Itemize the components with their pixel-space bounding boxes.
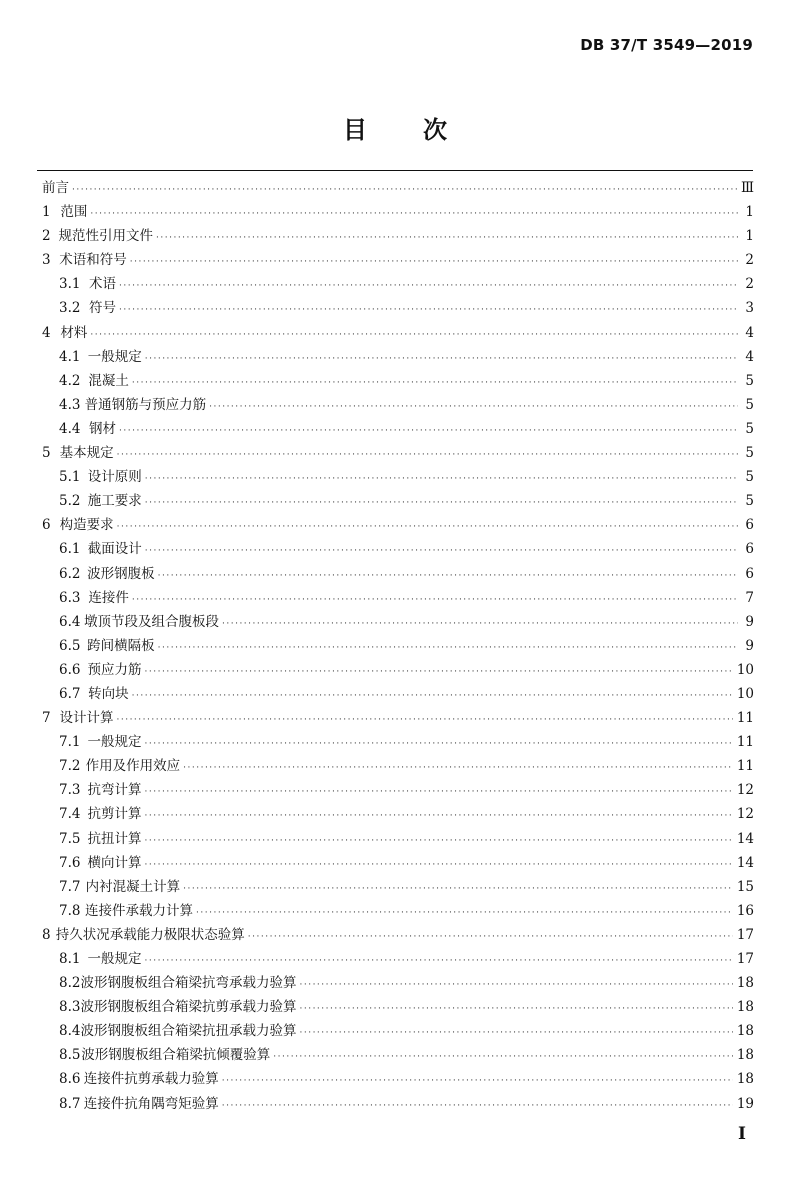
- toc-entry-page: 15: [736, 878, 754, 895]
- toc-entry-page: Ⅲ: [740, 180, 754, 196]
- toc-entry-page: 5: [745, 445, 754, 462]
- toc-entry-number: 8.7: [59, 1095, 81, 1112]
- dot-leader: [145, 467, 738, 491]
- dot-leader: [145, 660, 733, 684]
- toc-entry-number: 8.6: [59, 1071, 81, 1088]
- toc-entry-number: 7.7: [59, 878, 81, 895]
- toc-entry-number: 4: [42, 324, 51, 341]
- toc-entry-number: 7.2: [59, 758, 81, 775]
- toc-entry-number: 5: [42, 445, 51, 462]
- title-char-2: 次: [423, 116, 447, 144]
- toc-entry-title: 抗扭计算: [87, 830, 142, 847]
- dot-leader: [183, 756, 733, 780]
- toc-entry-number: 5.2: [59, 493, 81, 510]
- toc-entry[interactable]: [42, 489, 754, 513]
- toc-entry[interactable]: [42, 537, 754, 561]
- dot-leader: [145, 780, 733, 804]
- toc-entry[interactable]: [42, 802, 754, 826]
- toc-entry[interactable]: [42, 200, 754, 224]
- toc-entry-number: 8.1: [59, 951, 81, 967]
- dot-leader: [145, 491, 738, 515]
- toc-entry-number: 4.2: [59, 372, 81, 389]
- toc-entry-number: 6.4: [59, 613, 81, 630]
- toc-entry-title: 截面设计: [87, 541, 142, 558]
- dot-leader: [209, 395, 738, 419]
- toc-entry-page: 12: [736, 806, 754, 823]
- toc-entry-page: 18: [736, 1071, 754, 1088]
- toc-entry-number: 4.4: [59, 420, 81, 437]
- toc-entry-number: 7.1: [59, 734, 81, 751]
- toc-entry-page: 18: [736, 1047, 754, 1064]
- toc-entry-title: 一般规定: [87, 951, 142, 967]
- toc-entry-number: 3: [42, 252, 51, 269]
- dot-leader: [132, 371, 738, 395]
- toc-entry-number: 6.6: [59, 661, 81, 678]
- toc-entry-title: 作用及作用效应: [85, 758, 181, 775]
- toc-entry-title: 规范性引用文件: [58, 228, 154, 245]
- dot-leader: [196, 901, 733, 925]
- toc-entry-number: 6.2: [59, 565, 81, 582]
- toc-entry-title: 墩顶节段及组合腹板段: [84, 613, 219, 630]
- toc-entry-page: 6: [745, 517, 754, 534]
- toc-entry-number: 6.1: [59, 541, 81, 558]
- toc-entry-number: 1: [42, 204, 51, 221]
- toc-entry-title: 波形钢腹板: [87, 565, 155, 582]
- toc-entry-title: 连接件承载力计算: [85, 902, 194, 919]
- toc-entry-number: 7.5: [59, 830, 81, 847]
- toc-entry-page: 11: [736, 758, 754, 775]
- toc-entry-page: 5: [745, 420, 754, 437]
- dot-leader: [299, 973, 732, 997]
- toc-entry-number: 4.3: [59, 396, 81, 413]
- toc-entry-page: 14: [736, 830, 754, 847]
- toc-entry-page: 11: [736, 734, 754, 751]
- toc-entry[interactable]: [42, 923, 754, 947]
- toc-entry[interactable]: [42, 1043, 754, 1067]
- toc-entry-number: 6: [42, 517, 51, 534]
- toc-entry[interactable]: [42, 586, 754, 610]
- dot-leader: [116, 708, 732, 732]
- toc-entry-title: 术语: [89, 276, 116, 293]
- toc-entry[interactable]: [42, 417, 754, 441]
- toc-entry[interactable]: [42, 272, 754, 296]
- toc-entry[interactable]: [42, 778, 754, 802]
- toc-entry-page: 19: [736, 1095, 754, 1112]
- toc-entry-title: 设计原则: [87, 469, 142, 486]
- toc-entry-page: 5: [745, 372, 754, 389]
- toc-entry[interactable]: [42, 754, 754, 778]
- toc-entry-page: 10: [736, 661, 754, 678]
- toc-entry-page: 2: [745, 276, 754, 293]
- toc-entry-title: 前言: [42, 180, 69, 196]
- dot-leader: [130, 250, 738, 274]
- toc-entry[interactable]: [42, 682, 754, 706]
- toc-entry-page: 18: [736, 1023, 754, 1040]
- toc-entry-page: 7: [745, 589, 754, 606]
- toc-entry[interactable]: [42, 393, 754, 417]
- toc-entry[interactable]: [42, 730, 754, 754]
- dot-leader: [158, 564, 738, 588]
- toc-entry[interactable]: [42, 465, 754, 489]
- toc-entry-number: 3.1: [59, 276, 81, 293]
- dot-leader: [183, 877, 733, 901]
- toc-entry-title: 符号: [89, 300, 116, 317]
- dot-leader: [72, 178, 737, 202]
- toc-entry-number: 6.3: [59, 589, 81, 606]
- toc-entry[interactable]: [42, 851, 754, 875]
- dot-leader: [119, 298, 738, 322]
- toc-entry-title: 持久状况承载能力极限状态验算: [55, 926, 245, 943]
- toc-entry-title: 材料: [60, 324, 88, 341]
- dot-leader: [156, 226, 738, 250]
- toc-entry-title: 范围: [60, 204, 88, 221]
- toc-entry-page: 1: [745, 204, 754, 221]
- page-title: [0, 110, 790, 145]
- dot-leader: [299, 1021, 732, 1045]
- toc-entry-page: 3: [745, 300, 754, 317]
- toc-entry[interactable]: [42, 296, 754, 320]
- toc-entry-number: 7: [42, 710, 51, 727]
- toc-entry-page: 2: [745, 252, 754, 269]
- toc-entry[interactable]: [42, 1019, 754, 1043]
- toc-entry-page: 11: [736, 710, 754, 727]
- toc-entry[interactable]: [42, 995, 754, 1019]
- dot-leader: [248, 925, 733, 949]
- toc-entry-number: 7.6: [59, 854, 81, 871]
- toc-entry-number: 8.3: [59, 999, 81, 1016]
- toc-entry-page: 1: [745, 228, 754, 245]
- dot-leader: [299, 997, 732, 1021]
- toc-entry-title: 连接件: [88, 589, 129, 606]
- dot-leader: [90, 323, 738, 347]
- toc-entry-page: 6: [745, 565, 754, 582]
- toc-entry-number: 2: [42, 228, 51, 245]
- toc-entry-page: 18: [736, 975, 754, 992]
- toc-entry-title: 转向块: [88, 685, 129, 702]
- dot-leader: [90, 202, 738, 226]
- dot-leader: [119, 274, 738, 298]
- toc-entry-number: 6.5: [59, 637, 81, 654]
- toc-entry-title: 一般规定: [87, 734, 142, 751]
- page-number: I: [738, 1124, 746, 1144]
- toc-entry[interactable]: [42, 827, 754, 851]
- toc-entry[interactable]: [42, 899, 754, 923]
- toc-entry-number: 3.2: [59, 300, 81, 317]
- toc-entry[interactable]: [42, 971, 754, 995]
- toc-entry-title: 施工要求: [87, 493, 142, 510]
- toc-entry-page: 9: [745, 613, 754, 630]
- toc-entry-title: 抗弯计算: [87, 782, 142, 799]
- toc-entry[interactable]: [42, 224, 754, 248]
- toc-entry-title: 普通钢筋与预应力筋: [84, 396, 207, 413]
- dot-leader: [132, 684, 733, 708]
- dot-leader: [145, 829, 733, 853]
- toc-entry-number: 5.1: [59, 469, 81, 486]
- toc-entry[interactable]: [42, 658, 754, 682]
- dot-leader: [222, 1069, 733, 1093]
- toc-entry[interactable]: [42, 441, 754, 465]
- toc-entry-number: 8: [42, 926, 51, 943]
- toc-entry[interactable]: [42, 248, 754, 272]
- dot-leader: [222, 612, 738, 636]
- toc-entry-title: 术语和符号: [59, 252, 127, 269]
- toc-entry-title: 一般规定: [87, 348, 142, 365]
- toc-entry-page: 17: [736, 926, 754, 943]
- dot-leader: [145, 539, 738, 563]
- dot-leader: [132, 588, 738, 612]
- toc-entry[interactable]: [42, 610, 754, 634]
- toc-entry-page: 18: [736, 999, 754, 1016]
- dot-leader: [273, 1045, 733, 1069]
- toc-entry-title: 钢材: [89, 420, 116, 437]
- toc-entry-page: 4: [745, 324, 754, 341]
- toc-entry[interactable]: [42, 1092, 754, 1116]
- toc-entry[interactable]: [42, 875, 754, 899]
- toc-entry-page: 16: [736, 902, 754, 919]
- toc-entry-title: 基本规定: [59, 445, 114, 462]
- toc-entry-title: 波形钢腹板组合箱梁抗扭承载力验算: [80, 1023, 297, 1040]
- toc-entry[interactable]: [42, 513, 754, 537]
- toc-entry[interactable]: [42, 947, 754, 971]
- dot-leader: [145, 347, 738, 371]
- toc-entry-page: 14: [736, 854, 754, 871]
- toc-entry-number: 8.4: [59, 1023, 81, 1040]
- toc-entry-title: 内衬混凝土计算: [85, 878, 181, 895]
- toc-entry-number: 7.4: [59, 806, 81, 823]
- title-char-1: 目: [343, 116, 367, 144]
- toc-entry-page: 9: [745, 637, 754, 654]
- toc-entry[interactable]: [42, 1067, 754, 1091]
- table-of-contents: [42, 176, 754, 1116]
- toc-entry[interactable]: [42, 369, 754, 393]
- toc-entry-title: 波形钢腹板组合箱梁抗剪承载力验算: [80, 999, 297, 1016]
- toc-entry-title: 构造要求: [59, 517, 114, 534]
- dot-leader: [117, 443, 738, 467]
- dot-leader: [158, 636, 738, 660]
- standard-code: DB 37/T 3549—2019: [580, 36, 753, 54]
- toc-entry-page: 5: [745, 469, 754, 486]
- toc-entry-number: 8.5: [59, 1047, 81, 1064]
- header-rule: [37, 170, 753, 171]
- toc-entry-title: 横向计算: [87, 854, 142, 871]
- toc-entry-title: 设计计算: [59, 710, 114, 727]
- toc-entry-page: 4: [745, 348, 754, 365]
- toc-entry-page: 17: [736, 951, 754, 967]
- dot-leader: [145, 804, 733, 828]
- toc-entry-title: 抗剪计算: [87, 806, 142, 823]
- toc-entry-page: 5: [745, 396, 754, 413]
- toc-entry-number: 4.1: [59, 348, 81, 365]
- toc-entry[interactable]: [42, 345, 754, 369]
- dot-leader: [145, 949, 733, 973]
- toc-entry-number: 8.2: [59, 975, 81, 992]
- toc-entry[interactable]: [42, 634, 754, 658]
- toc-entry-title: 连接件抗角隅弯矩验算: [83, 1095, 219, 1112]
- toc-entry[interactable]: [42, 176, 754, 200]
- toc-entry-title: 跨间横隔板: [87, 637, 155, 654]
- dot-leader: [222, 1094, 733, 1118]
- toc-entry-number: 6.7: [59, 685, 81, 702]
- toc-entry-number: 7.8: [59, 902, 81, 919]
- toc-entry-title: 预应力筋: [87, 661, 142, 678]
- toc-entry-number: 7.3: [59, 782, 81, 799]
- dot-leader: [145, 853, 733, 877]
- toc-entry-page: 5: [745, 493, 754, 510]
- toc-entry-title: 混凝土: [88, 372, 129, 389]
- dot-leader: [117, 515, 738, 539]
- toc-entry-page: 10: [736, 685, 754, 702]
- dot-leader: [145, 732, 733, 756]
- toc-entry-title: 波形钢腹板组合箱梁抗倾覆验算: [81, 1047, 271, 1064]
- toc-entry-page: 6: [745, 541, 754, 558]
- toc-entry[interactable]: [42, 562, 754, 586]
- toc-entry-title: 连接件抗剪承载力验算: [83, 1071, 219, 1088]
- toc-entry[interactable]: [42, 321, 754, 345]
- toc-entry[interactable]: [42, 706, 754, 730]
- dot-leader: [119, 419, 738, 443]
- toc-entry-page: 12: [736, 782, 754, 799]
- toc-entry-title: 波形钢腹板组合箱梁抗弯承载力验算: [80, 975, 297, 992]
